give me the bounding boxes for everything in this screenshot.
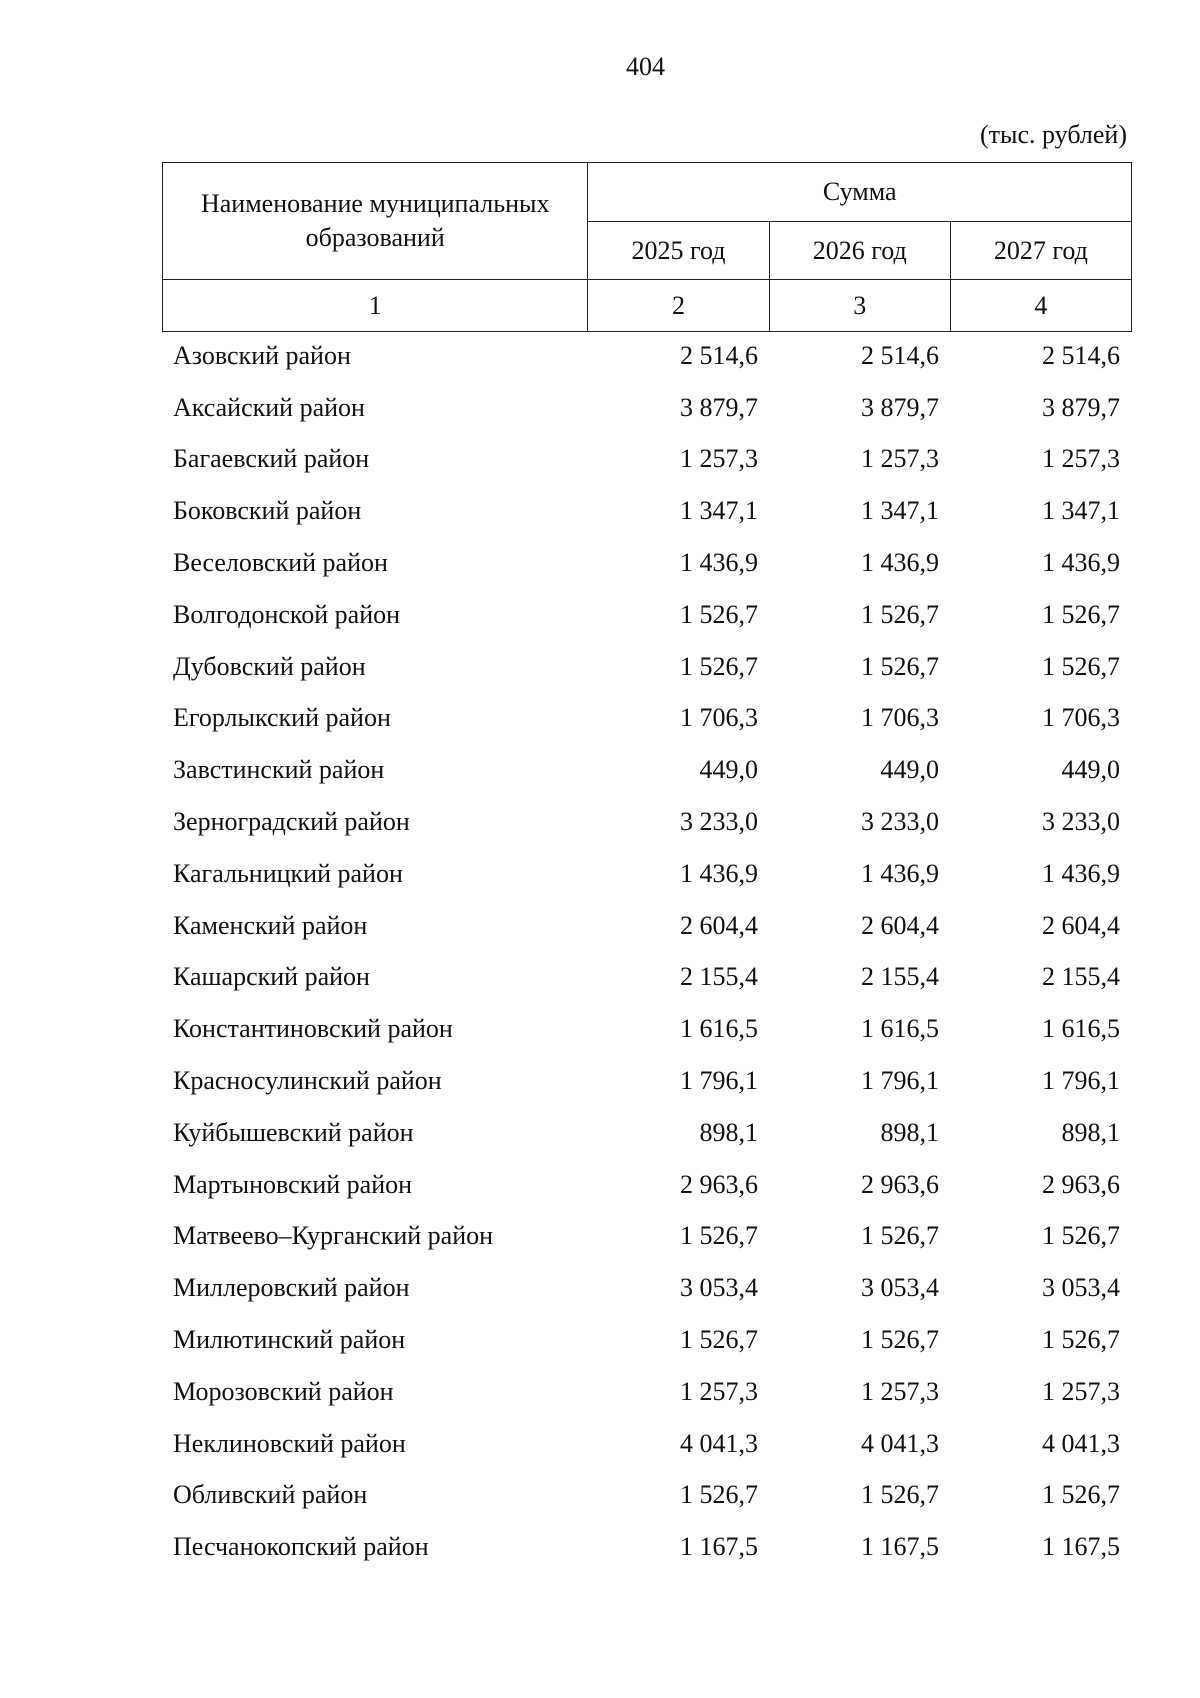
row-municipality-name: Миллеровский район bbox=[173, 1273, 410, 1303]
row-municipality-name: Завстинский район bbox=[173, 755, 385, 785]
row-value-2026: 1 347,1 bbox=[861, 496, 939, 526]
table-row bbox=[162, 1159, 1132, 1211]
row-municipality-name: Обливский район bbox=[173, 1480, 368, 1510]
table-row bbox=[162, 1055, 1132, 1107]
table-body bbox=[162, 330, 1132, 1573]
row-value-2025: 1 706,3 bbox=[680, 703, 758, 733]
row-municipality-name: Егорлыкский район bbox=[173, 703, 391, 733]
row-value-2025: 1 526,7 bbox=[680, 1480, 758, 1510]
row-municipality-name: Куйбышевский район bbox=[173, 1117, 414, 1147]
row-value-2026: 3 879,7 bbox=[861, 392, 939, 422]
row-value-2026: 1 436,9 bbox=[861, 548, 939, 578]
row-value-2027: 4 041,3 bbox=[1042, 1428, 1120, 1458]
row-value-2026: 898,1 bbox=[880, 1117, 939, 1147]
row-municipality-name: Красносулинский район bbox=[173, 1066, 442, 1096]
row-value-2026: 3 233,0 bbox=[861, 807, 939, 837]
table-row bbox=[162, 537, 1132, 589]
row-value-2027: 2 963,6 bbox=[1042, 1169, 1120, 1199]
row-value-2026: 2 604,4 bbox=[861, 910, 939, 940]
row-value-2027: 2 604,4 bbox=[1042, 910, 1120, 940]
row-value-2025: 1 796,1 bbox=[680, 1066, 758, 1096]
row-value-2025: 2 155,4 bbox=[680, 962, 758, 992]
table-row bbox=[162, 1366, 1132, 1418]
row-value-2027: 3 879,7 bbox=[1042, 392, 1120, 422]
row-value-2026: 2 155,4 bbox=[861, 962, 939, 992]
row-value-2025: 1 526,7 bbox=[680, 1221, 758, 1251]
row-municipality-name: Зерноградский район bbox=[173, 807, 410, 837]
table-row bbox=[162, 848, 1132, 900]
row-municipality-name: Дубовский район bbox=[173, 651, 366, 681]
table-row bbox=[162, 952, 1132, 1004]
row-value-2025: 1 257,3 bbox=[680, 444, 758, 474]
header-year-2025: 2025 год bbox=[588, 222, 769, 280]
row-value-2025: 3 053,4 bbox=[680, 1273, 758, 1303]
row-municipality-name: Азовский район bbox=[173, 340, 351, 370]
row-value-2026: 1 257,3 bbox=[861, 444, 939, 474]
column-number-2: 2 bbox=[588, 280, 769, 332]
units-label: (тыс. рублей) bbox=[979, 120, 1127, 149]
row-value-2025: 2 514,6 bbox=[680, 340, 758, 370]
row-value-2026: 4 041,3 bbox=[861, 1428, 939, 1458]
row-municipality-name: Мартыновский район bbox=[173, 1169, 413, 1199]
row-value-2027: 1 616,5 bbox=[1042, 1014, 1120, 1044]
row-value-2027: 3 233,0 bbox=[1042, 807, 1120, 837]
row-municipality-name: Аксайский район bbox=[173, 392, 365, 422]
row-value-2025: 1 257,3 bbox=[680, 1376, 758, 1406]
row-municipality-name: Милютинский район bbox=[173, 1325, 406, 1355]
table-row bbox=[162, 382, 1132, 434]
row-value-2025: 1 526,7 bbox=[680, 651, 758, 681]
table-row bbox=[162, 1314, 1132, 1366]
row-value-2027: 1 706,3 bbox=[1042, 703, 1120, 733]
row-municipality-name: Морозовский район bbox=[173, 1376, 394, 1406]
row-value-2026: 1 526,7 bbox=[861, 1325, 939, 1355]
table-row bbox=[162, 1262, 1132, 1314]
row-value-2025: 1 526,7 bbox=[680, 599, 758, 629]
row-value-2025: 1 616,5 bbox=[680, 1014, 758, 1044]
table-header bbox=[162, 162, 1132, 332]
row-value-2027: 449,0 bbox=[1061, 755, 1120, 785]
table-row bbox=[162, 693, 1132, 745]
table-row bbox=[162, 1418, 1132, 1470]
table-row bbox=[162, 485, 1132, 537]
row-value-2025: 1 167,5 bbox=[680, 1532, 758, 1562]
table-row bbox=[162, 1003, 1132, 1055]
table-row bbox=[162, 434, 1132, 486]
row-value-2027: 1 526,7 bbox=[1042, 1325, 1120, 1355]
table-row bbox=[162, 1470, 1132, 1522]
table-row bbox=[162, 1107, 1132, 1159]
row-value-2027: 1 436,9 bbox=[1042, 548, 1120, 578]
header-sum: Сумма bbox=[588, 163, 1132, 222]
table-row bbox=[162, 589, 1132, 641]
table-row bbox=[162, 900, 1132, 952]
row-value-2026: 1 706,3 bbox=[861, 703, 939, 733]
column-number-3: 3 bbox=[769, 280, 950, 332]
row-municipality-name: Веселовский район bbox=[173, 548, 388, 578]
row-municipality-name: Песчанокопский район bbox=[173, 1532, 429, 1562]
column-number-4: 4 bbox=[950, 280, 1131, 332]
row-value-2027: 1 436,9 bbox=[1042, 858, 1120, 888]
table-row bbox=[162, 1211, 1132, 1263]
row-value-2026: 1 526,7 bbox=[861, 1480, 939, 1510]
row-value-2025: 3 233,0 bbox=[680, 807, 758, 837]
row-value-2026: 1 526,7 bbox=[861, 1221, 939, 1251]
row-municipality-name: Багаевский район bbox=[173, 444, 370, 474]
row-value-2025: 1 436,9 bbox=[680, 858, 758, 888]
row-value-2027: 1 526,7 bbox=[1042, 599, 1120, 629]
row-value-2027: 1 526,7 bbox=[1042, 1480, 1120, 1510]
row-value-2027: 2 155,4 bbox=[1042, 962, 1120, 992]
table-row bbox=[162, 330, 1132, 382]
row-value-2026: 1 257,3 bbox=[861, 1376, 939, 1406]
table-row bbox=[162, 796, 1132, 848]
row-value-2025: 3 879,7 bbox=[680, 392, 758, 422]
row-municipality-name: Волгодонской район bbox=[173, 599, 401, 629]
row-value-2026: 1 526,7 bbox=[861, 599, 939, 629]
row-value-2027: 3 053,4 bbox=[1042, 1273, 1120, 1303]
row-municipality-name: Кагальницкий район bbox=[173, 858, 403, 888]
table-row bbox=[162, 1521, 1132, 1573]
row-value-2025: 2 604,4 bbox=[680, 910, 758, 940]
row-value-2026: 1 526,7 bbox=[861, 651, 939, 681]
row-value-2026: 2 963,6 bbox=[861, 1169, 939, 1199]
row-value-2027: 1 526,7 bbox=[1042, 651, 1120, 681]
row-value-2027: 1 347,1 bbox=[1042, 496, 1120, 526]
row-value-2025: 4 041,3 bbox=[680, 1428, 758, 1458]
row-value-2026: 2 514,6 bbox=[861, 340, 939, 370]
row-value-2027: 1 796,1 bbox=[1042, 1066, 1120, 1096]
row-value-2026: 1 167,5 bbox=[861, 1532, 939, 1562]
row-municipality-name: Матвеево–Курганский район bbox=[173, 1221, 494, 1251]
header-year-2026: 2026 год bbox=[769, 222, 950, 280]
row-value-2026: 3 053,4 bbox=[861, 1273, 939, 1303]
table-row bbox=[162, 641, 1132, 693]
row-value-2026: 1 436,9 bbox=[861, 858, 939, 888]
row-municipality-name: Константиновский район bbox=[173, 1014, 453, 1044]
row-value-2027: 898,1 bbox=[1061, 1117, 1120, 1147]
row-value-2025: 898,1 bbox=[699, 1117, 758, 1147]
table-row bbox=[162, 744, 1132, 796]
row-value-2026: 449,0 bbox=[880, 755, 939, 785]
header-year-2027: 2027 год bbox=[950, 222, 1131, 280]
row-value-2025: 1 347,1 bbox=[680, 496, 758, 526]
row-municipality-name: Каменский район bbox=[173, 910, 368, 940]
row-value-2027: 1 257,3 bbox=[1042, 1376, 1120, 1406]
row-value-2026: 1 796,1 bbox=[861, 1066, 939, 1096]
header-name-column: Наименование муниципальных образований bbox=[163, 163, 588, 280]
column-number-1: 1 bbox=[163, 280, 588, 332]
row-value-2027: 1 167,5 bbox=[1042, 1532, 1120, 1562]
row-value-2027: 1 526,7 bbox=[1042, 1221, 1120, 1251]
row-municipality-name: Кашарский район bbox=[173, 962, 370, 992]
row-value-2027: 2 514,6 bbox=[1042, 340, 1120, 370]
row-value-2027: 1 257,3 bbox=[1042, 444, 1120, 474]
row-municipality-name: Неклиновский район bbox=[173, 1428, 406, 1458]
row-value-2025: 1 436,9 bbox=[680, 548, 758, 578]
row-value-2026: 1 616,5 bbox=[861, 1014, 939, 1044]
row-value-2025: 449,0 bbox=[699, 755, 758, 785]
row-municipality-name: Боковский район bbox=[173, 496, 362, 526]
row-value-2025: 1 526,7 bbox=[680, 1325, 758, 1355]
row-value-2025: 2 963,6 bbox=[680, 1169, 758, 1199]
page-number: 404 bbox=[626, 52, 665, 81]
